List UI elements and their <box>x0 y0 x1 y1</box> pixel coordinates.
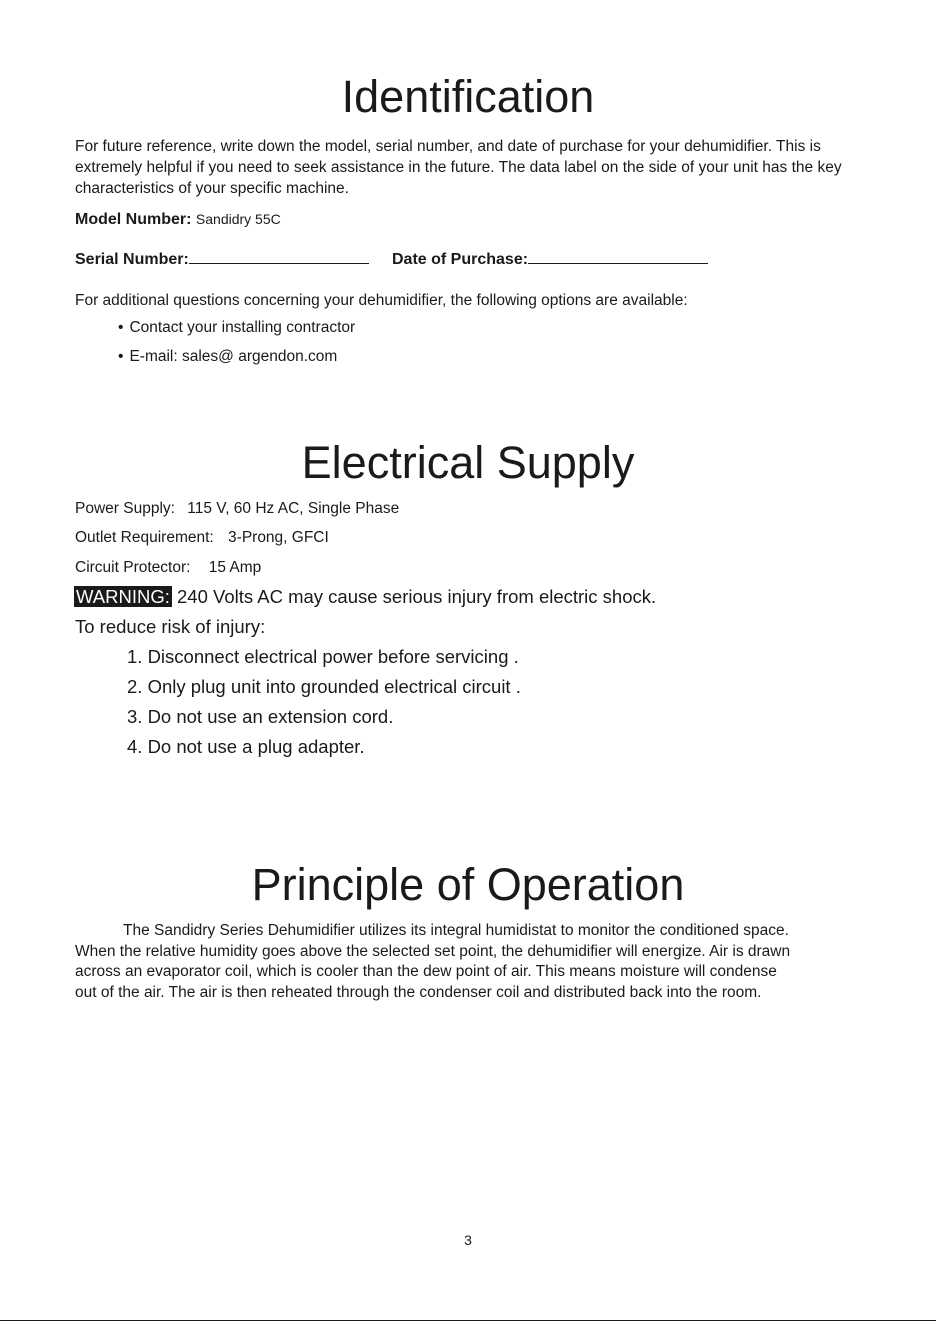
spec-value: 115 V, 60 Hz AC, Single Phase <box>187 500 400 517</box>
identification-title: Identification <box>341 71 595 122</box>
spec-power-supply <box>75 501 399 517</box>
warning-line <box>74 588 656 607</box>
operation-line-2: When the relative humidity goes above the selected set point, the dehumidifier will energize. Air is drawn <box>75 943 791 960</box>
model-number-value: Sandidry 55C <box>195 211 281 227</box>
bullet-icon: • <box>118 319 124 336</box>
warning-text: 240 Volts AC may cause serious injury from electric shock. <box>177 586 657 607</box>
electrical-supply-title: Electrical Supply <box>301 437 635 488</box>
serial-number-field[interactable] <box>189 249 369 264</box>
model-number-label: Model Number: <box>75 211 192 228</box>
option-item <box>118 320 355 336</box>
spec-circuit-protector <box>75 560 261 576</box>
date-of-purchase-label: Date of Purchase: <box>392 251 529 268</box>
page-number: 3 <box>464 1232 472 1248</box>
spec-outlet-requirement <box>75 530 329 546</box>
reduce-risk-heading: To reduce risk of injury: <box>75 616 266 637</box>
identification-intro: For future reference, write down the model, serial number, and date of purchase for your dehumidifier. This is extremely helpful if you need to seek assistance in the future. The data label on the side of your unit has the key characteristics of your specific machine. <box>75 138 842 197</box>
spec-label: Outlet Requirement: <box>75 529 214 546</box>
principle-of-operation-title: Principle of Operation <box>251 859 685 910</box>
option-email[interactable]: E-mail: sales@ argendon.com <box>129 348 338 365</box>
spec-label: Power Supply: <box>75 500 175 517</box>
spec-value: 3-Prong, GFCI <box>228 529 329 546</box>
model-number-row <box>75 211 281 229</box>
step-item: 3. Do not use an extension cord. <box>127 706 394 727</box>
step-item: 4. Do not use a plug adapter. <box>127 736 365 757</box>
footer-divider <box>0 1320 936 1321</box>
step-item: 1. Disconnect electrical power before servicing . <box>127 646 519 667</box>
spec-value: 15 Amp <box>208 559 262 576</box>
date-of-purchase-field[interactable] <box>528 249 708 264</box>
operation-line-1: The Sandidry Series Dehumidifier utilizes its integral humidistat to monitor the conditioned space. <box>123 922 789 939</box>
operation-line-3: across an evaporator coil, which is cooler than the dew point of air. This means moisture will condense <box>75 963 777 980</box>
serial-number-row <box>75 249 369 269</box>
option-item <box>118 349 337 365</box>
spec-label: Circuit Protector: <box>75 559 191 576</box>
date-of-purchase-row <box>392 249 708 269</box>
questions-intro: For additional questions concerning your dehumidifier, the following options are available: <box>75 292 688 309</box>
operation-line-4: out of the air. The air is then reheated through the condenser coil and distributed back into the room. <box>75 984 762 1001</box>
serial-number-label: Serial Number: <box>75 251 189 268</box>
warning-badge: WARNING: <box>76 586 170 607</box>
option-contractor: Contact your installing contractor <box>129 319 356 336</box>
step-item: 2. Only plug unit into grounded electrical circuit . <box>127 676 521 697</box>
bullet-icon: • <box>118 348 124 365</box>
